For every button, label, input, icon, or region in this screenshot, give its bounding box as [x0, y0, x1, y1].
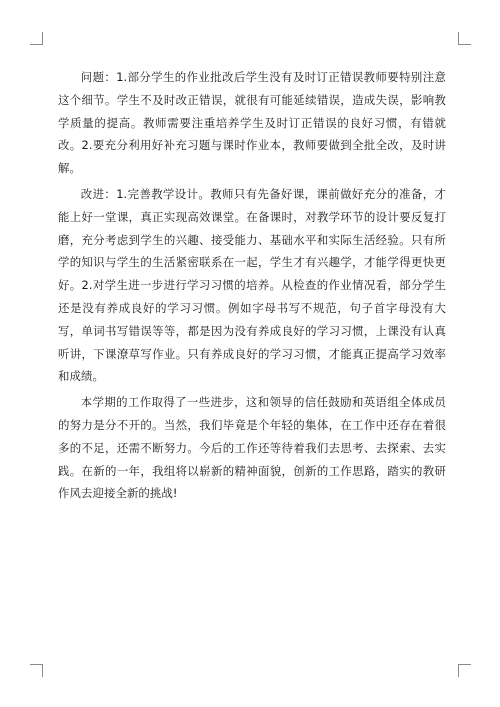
paragraph-problems: 问题：1.部分学生的作业批改后学生没有及时订正错误教师要特别注意这个细节。学生不及时改正错误，就很有可能延续错误，造成失误，影响教学质量的提高。教师需要注重培养学生及时订正错误的良好习惯，有错就改。2.要充分利用好补充习题与课时作业本，教师要做到全批全改，及时讲解。: [58, 70, 446, 176]
crop-mark-top-right: [458, 32, 471, 45]
paragraph-improvements: 改进：1.完善教学设计。教师只有先备好课，课前做好充分的准备，才能上好一堂课，真正实现高效课堂。在备课时，对教学环节的设计要反复打磨，充分考虑到学生的兴趣、接受能力、基础水平和实际生活经验。只有所学的知识与学生的生活紧密联系在一起，学生才有兴趣学，才能学得更快更好。2.对学生进一步进行学习习惯的培养。从检查的作业情况看，部分学生还是没有养成良好的学习习惯。例如字母书写不规范，句子首字母没有大写，单词书写错误等等，都是因为没有养成良好的学习习惯，上课没有认真听讲，下课潦草写作业。只有养成良好的学习习惯，才能真正提高学习效率和成绩。: [58, 186, 446, 384]
paragraph-summary: 本学期的工作取得了一些进步，这和领导的信任鼓励和英语组全体成员的努力是分不开的。当然，我们毕竟是个年轻的集体，在工作中还存在着很多的不足，还需不断努力。今后的工作还等待着我们去思考、去探索、去实践。在新的一年，我组将以崭新的精神面貌，创新的工作思路，踏实的教研作风去迎接全新的挑战!: [58, 395, 446, 501]
document-body: [58, 66, 446, 505]
crop-mark-bottom-left: [30, 664, 43, 677]
crop-mark-bottom-right: [458, 664, 471, 677]
crop-mark-top-left: [30, 32, 43, 45]
